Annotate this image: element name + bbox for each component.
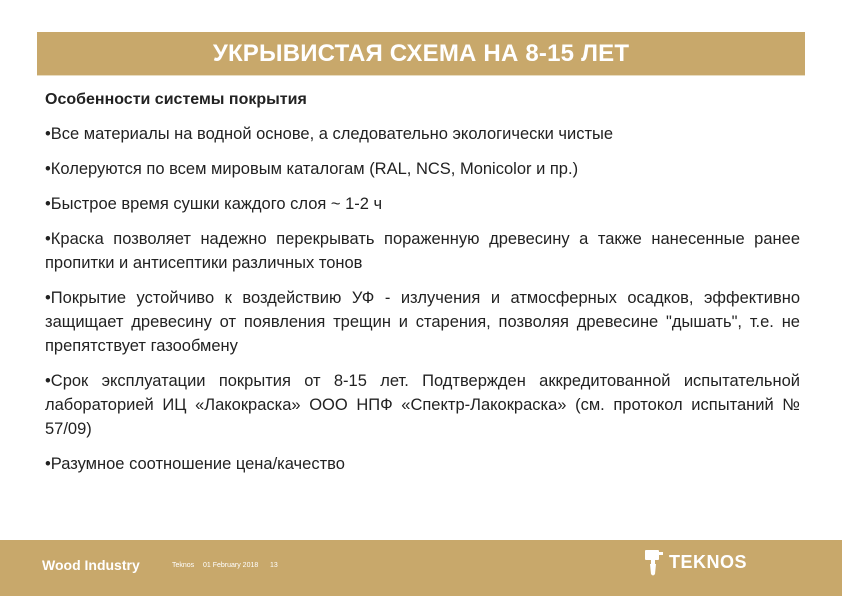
bullet-item: •Разумное соотношение цена/качество [45, 455, 345, 473]
footer-page-number: 13 [270, 562, 278, 569]
footer-company: Teknos [172, 562, 195, 569]
bullet-item: •Срок эксплуатации покрытия от 8-15 лет. Подтвержден аккредитованной испытательной лабораторией ИЦ «Лакокраска» ООО НПФ «Спектр-Лакокраска» (см. протокол испытаний № 57/09) [45, 372, 800, 438]
page-title: УКРЫВИСТАЯ СХЕМА НА 8-15 ЛЕТ [212, 39, 630, 67]
bullet-item: •Покрытие устойчиво к воздействию УФ - излучения и атмосферных осадков, эффективно защищает древесину от появления трещин и старения, позволяя древесине "дышать", т.е. не препятствует газообмену [45, 289, 800, 355]
footer-date: 01 February 2018 [203, 562, 259, 569]
teknos-logo [643, 546, 747, 578]
bullet-item: •Все материалы на водной основе, а следовательно экологически чистые [45, 125, 614, 143]
footer-brand: Wood Industry [42, 557, 140, 573]
title-bar [37, 32, 805, 76]
paintbrush-logo-icon [643, 546, 665, 578]
bullet-item: •Быстрое время сушки каждого слоя ~ 1-2 ч [45, 195, 383, 213]
footer-bar [0, 540, 842, 596]
bullet-item: •Колеруются по всем мировым каталогам (RAL, NCS, Monicolor и пр.) [45, 160, 579, 178]
bullet-item: •Краска позволяет надежно перекрывать пораженную древесину а также нанесенные ранее пропитки и антисептики различных тонов [45, 230, 800, 272]
slide-content [45, 88, 800, 486]
section-subtitle: Особенности системы покрытия [45, 91, 307, 108]
logo-text: TEKNOS [669, 551, 748, 572]
